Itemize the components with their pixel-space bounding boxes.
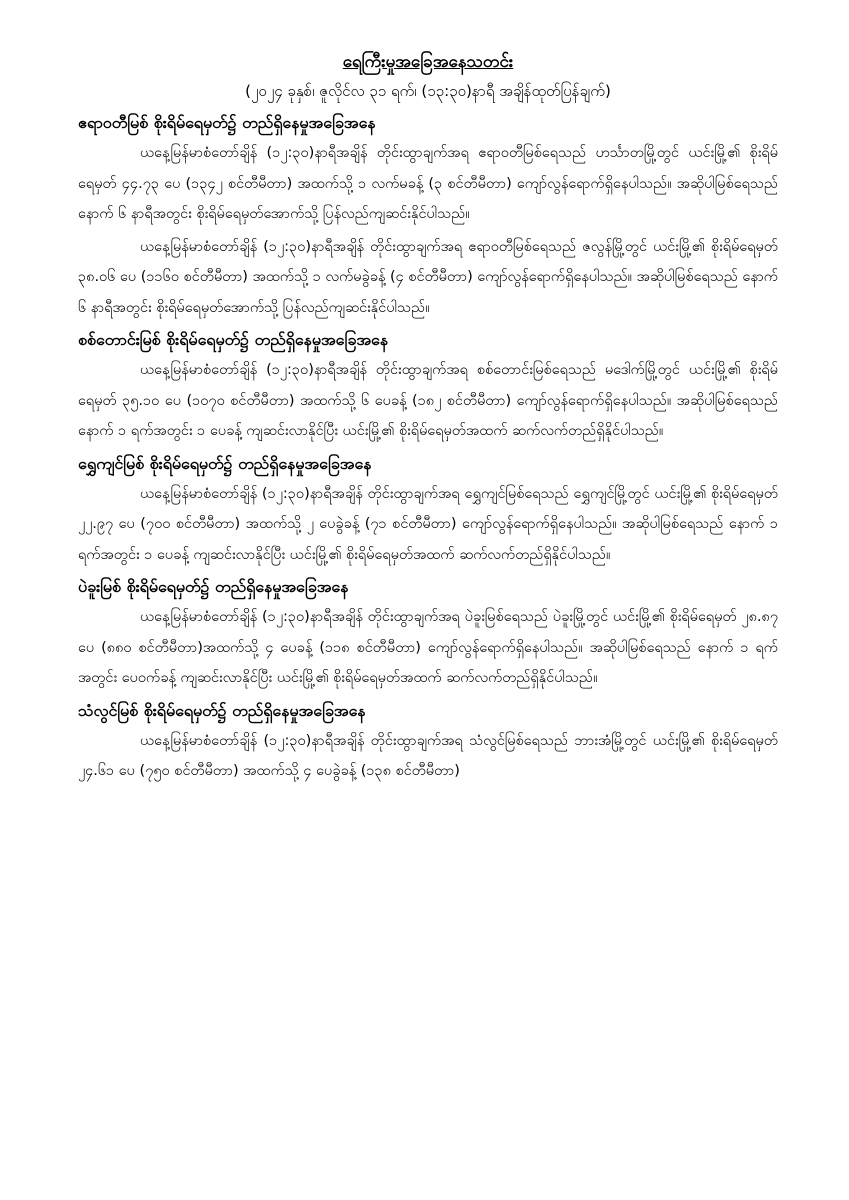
paragraph: ယနေ့မြန်မာစံတော်ချိန် (၁၂:၃၀)နာရီအချိန် တိုင်းထွာချက်အရ သံလွင်မြစ်ရေသည် ဘားအံမြို့တွင် ယင်းမြို့၏ စိုးရိမ်ရေမှတ် ၂၄.၆၁ ပေ (၇၅၀ စင်တီမီတာ) အထက်သို့ ၄ ပေခွဲခန့် (၁၃၈ စင်တီမီတာ) bbox=[78, 732, 778, 779]
section-heading: ဧရာဝတီမြစ် စိုးရိမ်ရေမှတ်၌ တည်ရှိနေမှုအခြေအနေ bbox=[78, 113, 376, 132]
section-sittaung bbox=[78, 325, 778, 447]
document-page bbox=[78, 48, 778, 789]
document-subtitle: (၂၀၂၄ ခုနှစ်၊ ဇူလိုင်လ ၃၁ ရက်၊ (၁၃:၃၀)နာရီ အချိန်ထုတ်ပြန်ချက်) bbox=[245, 82, 611, 100]
paragraph: ယနေ့မြန်မာစံတော်ချိန် (၁၂:၃၀)နာရီအချိန် တိုင်းထွာချက်အရ ဧရာဝတီမြစ်ရေသည် ဇလွန်မြို့တွင် ယင်းမြို့၏ စိုးရိမ်ရေမှတ် ၃၈.၀၆ ပေ (၁၁၆၀ စင်တီမီတာ) အထက်သို့ ၁ လက်မခွဲခန့် (၄ စင်တီမီတာ) ကျော်လွန်ရောက်ရှိနေပါသည်။ အဆိုပါမြစ်ရေသည် နောက် ၆ နာရီအတွင်း စိုးရိမ်ရေမှတ်အောက်သို့ ပြန်လည်ကျဆင်းနိုင်ပါသည်။ bbox=[78, 238, 778, 316]
document-title: ရေကြီးမှုအခြေအနေသတင်း bbox=[342, 52, 514, 72]
section-thanlwin bbox=[78, 696, 778, 787]
section-heading: သံလွင်မြစ် စိုးရိမ်ရေမှတ်၌ တည်ရှိနေမှုအခြေအနေ bbox=[78, 700, 366, 720]
paragraph: ယနေ့မြန်မာစံတော်ချိန် (၁၂:၃၀)နာရီအချိန် တိုင်းထွာချက်အရ ဧရာဝတီမြစ်ရေသည် ဟင်္သာတမြို့တွင် ယင်းမြို့၏ စိုးရိမ်ရေမှတ် ၄၄.၇၃ ပေ (၁၃၄၂ စင်တီမီတာ) အထက်သို့ ၁ လက်မခန့် (၃ စင်တီမီတာ) ကျော်လွန်ရောက်ရှိနေပါသည်။ အဆိုပါမြစ်ရေသည် နောက် ၆ နာရီအတွင်း စိုးရိမ်ရေမှတ်အောက်သို့ ပြန်လည်ကျဆင်းနိုင်ပါသည်။ bbox=[78, 145, 778, 222]
section-heading: စစ်တောင်းမြစ် စိုးရိမ်ရေမှတ်၌ တည်ရှိနေမှုအခြေအနေ bbox=[78, 330, 388, 349]
section-irrawaddy bbox=[78, 108, 778, 323]
section-bago bbox=[78, 572, 778, 694]
section-heading: ပဲခူးမြစ် စိုးရိမ်ရေမှတ်၌ တည်ရှိနေမှုအခြေအနေ bbox=[78, 577, 349, 596]
section-heading: ရွှေကျင်မြစ် စိုးရိမ်ရေမှတ်၌ တည်ရှိနေမှုအခြေအနေ bbox=[78, 453, 372, 473]
section-shwegyin bbox=[78, 449, 778, 571]
paragraph: ယနေ့မြန်မာစံတော်ချိန် (၁၂:၃၀)နာရီအချိန် တိုင်းထွာချက်အရ စစ်တောင်းမြစ်ရေသည် မဒေါက်မြို့တွင် ယင်းမြို့၏ စိုးရိမ်ရေမှတ် ၃၅.၁၀ ပေ (၁၀၇၀ စင်တီမီတာ) အထက်သို့ ၆ ပေခန့် (၁၈၂ စင်တီမီတာ) ကျော်လွန်ရောက်ရှိနေပါသည်။ အဆိုပါမြစ်ရေသည် နောက် ၁ ရက်အတွင်း ၁ ပေခန့် ကျဆင်းလာနိုင်ပြီး ယင်းမြို့၏ စိုးရိမ်ရေမှတ်အထက် ဆက်လက်တည်ရှိနိုင်ပါသည်။ bbox=[78, 362, 778, 439]
paragraph: ယနေ့မြန်မာစံတော်ချိန် (၁၂:၃၀)နာရီအချိန် တိုင်းထွာချက်အရ ပဲခူးမြစ်ရေသည် ပဲခူးမြို့တွင် ယင်းမြို့၏ စိုးရိမ်ရေမှတ် ၂၈.၈၇ ပေ (၈၈၀ စင်တီမီတာ)အထက်သို့ ၄ ပေခန့် (၁၁၈ စင်တီမီတာ) ကျော်လွန်ရောက်ရှိနေပါသည်။ အဆိုပါမြစ်ရေသည် နောက် ၁ ရက်အတွင်း ပေဝက်ခန့် ကျဆင်းလာနိုင်ပြီး ယင်းမြို့၏ စိုးရိမ်ရေမှတ်အထက် ဆက်လက်တည်ရှိနိုင်ပါသည်။ bbox=[78, 609, 778, 686]
paragraph: ယနေ့မြန်မာစံတော်ချိန် (၁၂:၃၀)နာရီအချိန် တိုင်းထွာချက်အရ ရွှေကျင်မြစ်ရေသည် ရွှေကျင်မြို့တွင် ယင်းမြို့၏ စိုးရိမ်ရေမှတ် ၂၂.၉၇ ပေ (၇၀၀ စင်တီမီတာ) အထက်သို့ ၂ ပေခွဲခန့် (၇၁ စင်တီမီတာ) ကျော်လွန်ရောက်ရှိနေပါသည်။ အဆိုပါမြစ်ရေသည် နောက် ၁ ရက်အတွင်း ၁ ပေခန့် ကျဆင်းလာနိုင်ပြီး ယင်းမြို့၏ စိုးရိမ်ရေမှတ်အထက် ဆက်လက်တည်ရှိနိုင်ပါသည်။ bbox=[78, 485, 778, 563]
